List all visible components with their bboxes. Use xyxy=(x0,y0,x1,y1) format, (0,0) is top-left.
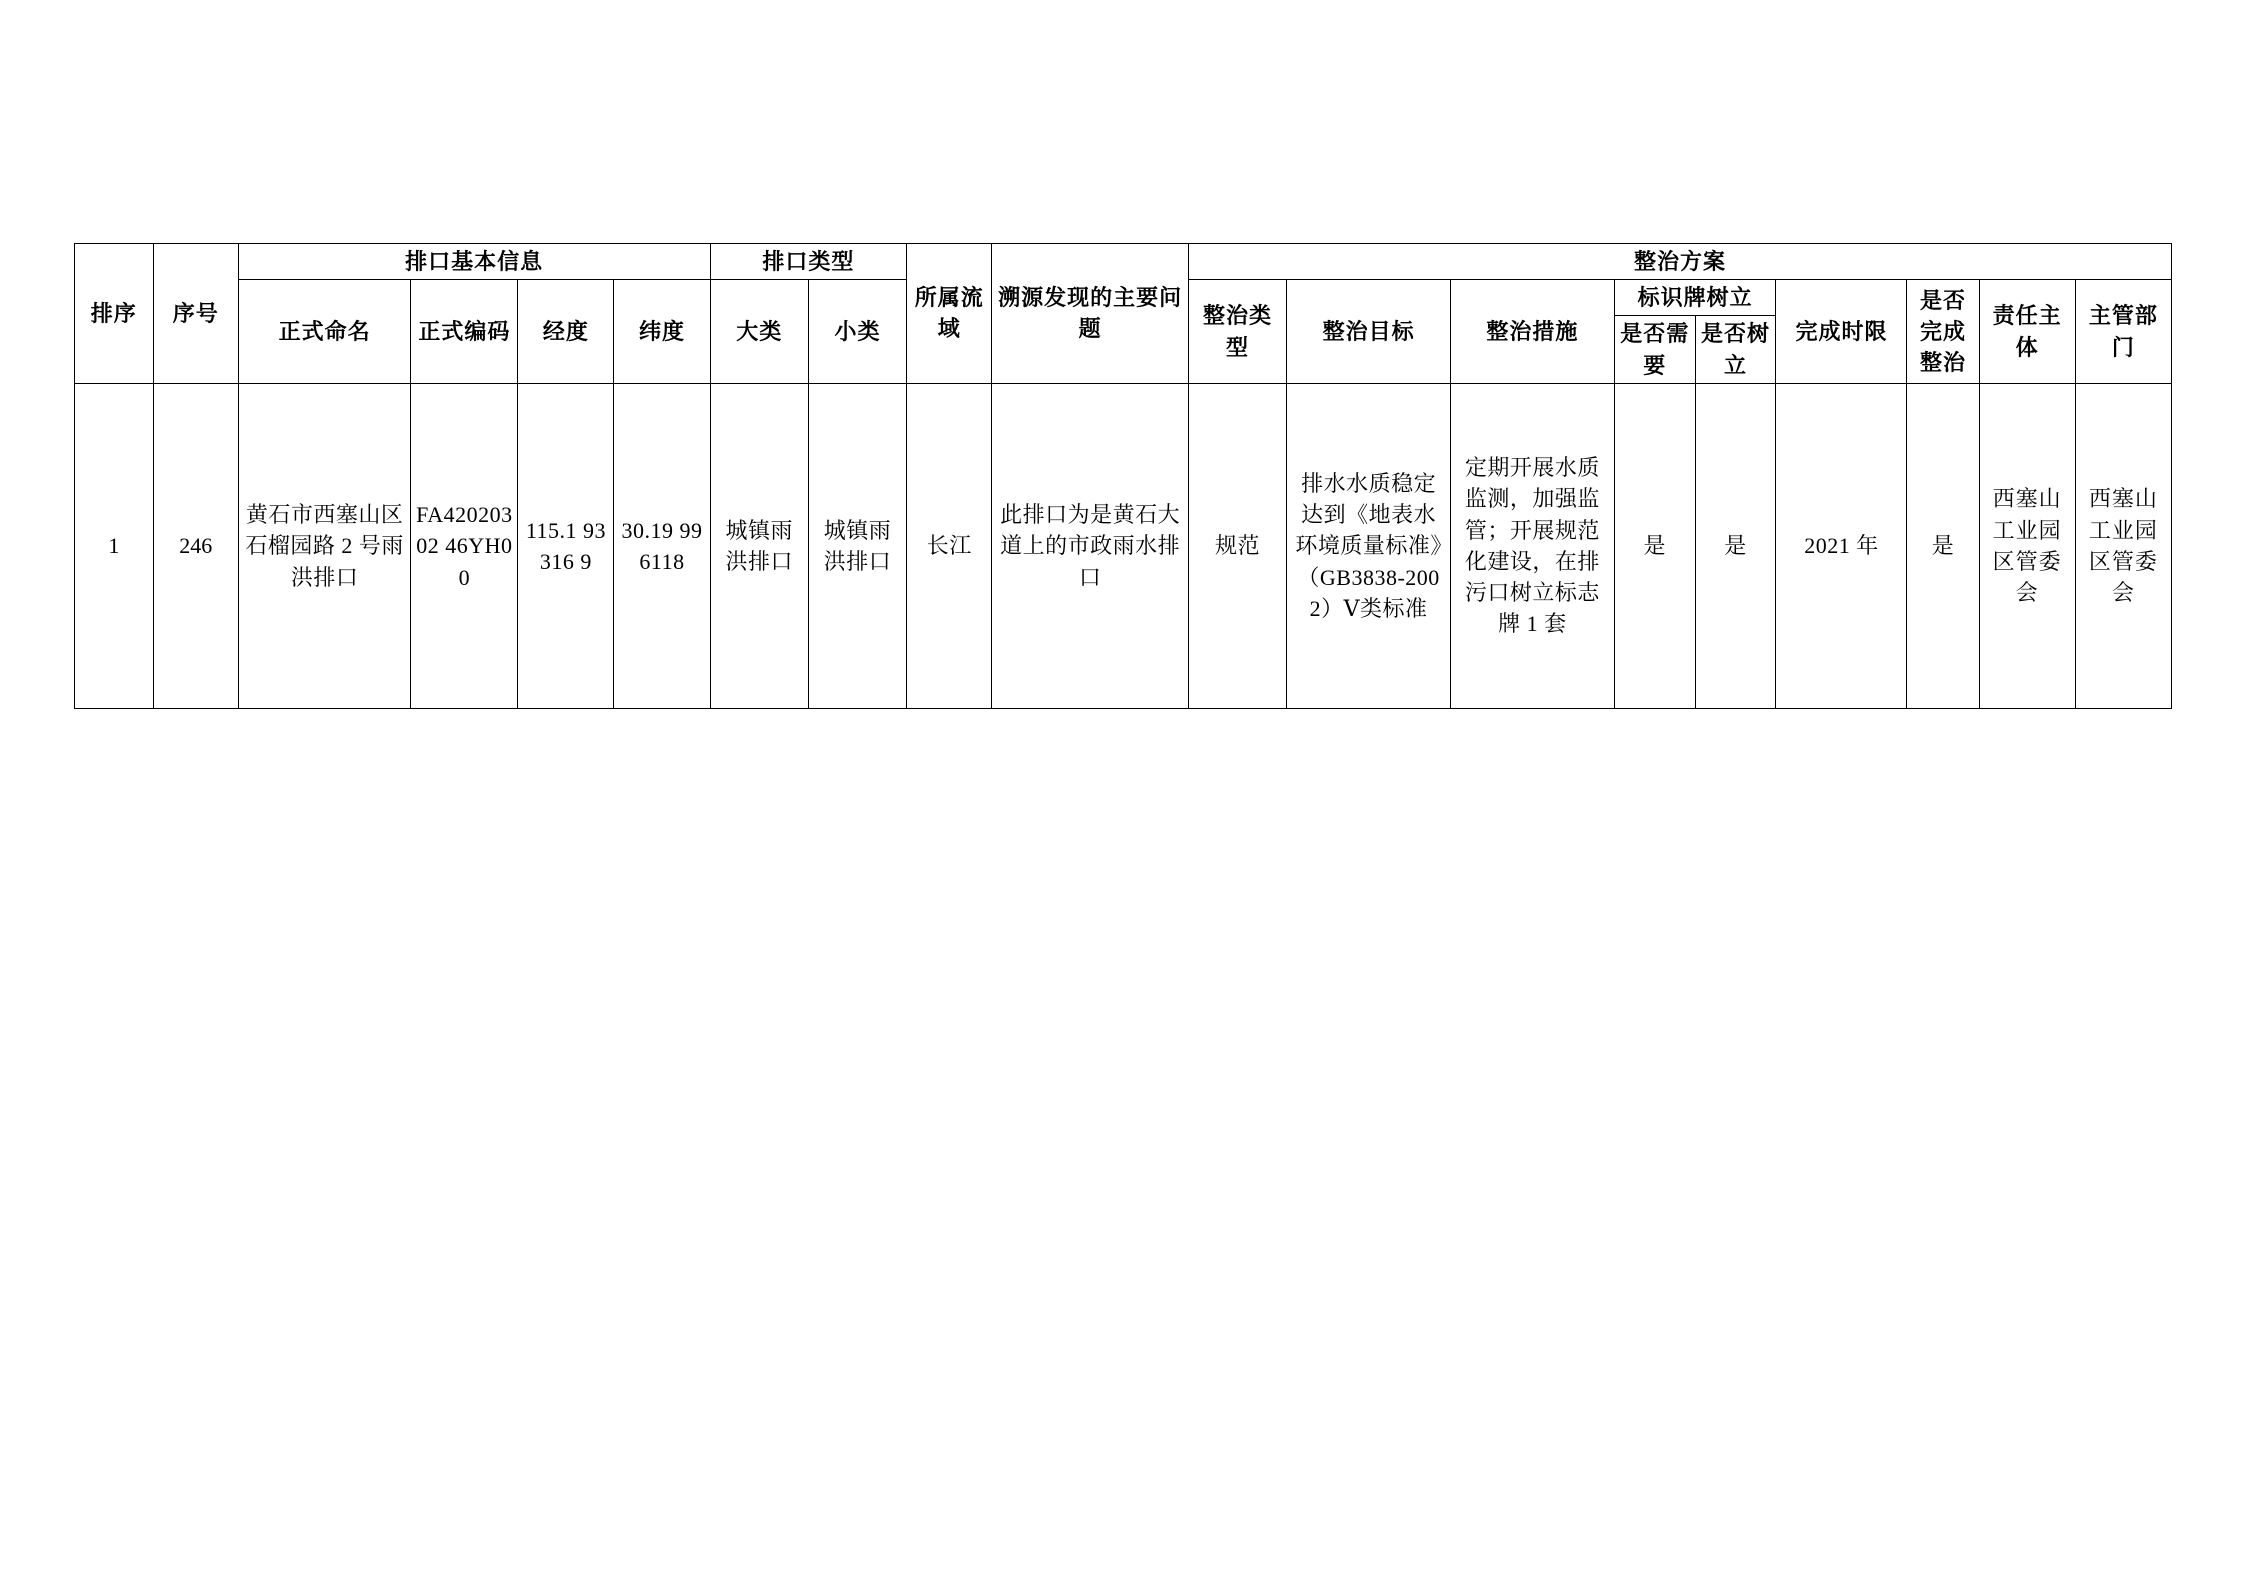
col-header-main-problem: 溯源发现的主要问题 xyxy=(992,244,1189,384)
cell-formal-code: FA42020302 46YH00 xyxy=(411,383,518,708)
col-header-finished: 是否完成整治 xyxy=(1907,280,1979,384)
header-row-groups xyxy=(75,244,2172,280)
col-header-minor-type: 小类 xyxy=(808,280,906,384)
cell-minor-type: 城镇雨洪排口 xyxy=(808,383,906,708)
group-header-basic-info: 排口基本信息 xyxy=(238,244,710,280)
col-header-supervisor: 主管部门 xyxy=(2075,280,2171,384)
cell-supervisor: 西塞山工业园区管委会 xyxy=(2075,383,2171,708)
col-header-longitude: 经度 xyxy=(518,280,614,384)
cell-order: 1 xyxy=(75,383,154,708)
cell-major-type: 城镇雨洪排口 xyxy=(710,383,808,708)
cell-finished: 是 xyxy=(1907,383,1979,708)
group-header-plan: 整治方案 xyxy=(1188,244,2171,280)
cell-treat-goal: 排水水质稳定达到《地表水环境质量标准》（GB3838-2002）Ⅴ类标准 xyxy=(1287,383,1451,708)
cell-basin: 长江 xyxy=(907,383,992,708)
cell-latitude: 30.19 996118 xyxy=(614,383,710,708)
col-header-order: 排序 xyxy=(75,244,154,384)
table-row xyxy=(75,383,2172,708)
col-header-sign-erected: 是否树立 xyxy=(1695,316,1776,383)
cell-need-sign: 是 xyxy=(1614,383,1695,708)
col-header-formal-code: 正式编码 xyxy=(411,280,518,384)
outlet-treatment-table xyxy=(74,243,2172,709)
group-header-outlet-type: 排口类型 xyxy=(710,244,907,280)
table-header xyxy=(75,244,2172,384)
col-header-basin: 所属流域 xyxy=(907,244,992,384)
cell-formal-name: 黄石市西塞山区石榴园路 2 号雨洪排口 xyxy=(238,383,411,708)
col-header-treat-goal: 整治目标 xyxy=(1287,280,1451,384)
table-container xyxy=(74,243,2172,709)
table-body xyxy=(75,383,2172,708)
cell-longitude: 115.1 93316 9 xyxy=(518,383,614,708)
col-header-serial: 序号 xyxy=(153,244,238,384)
cell-deadline: 2021 年 xyxy=(1776,383,1907,708)
col-header-major-type: 大类 xyxy=(710,280,808,384)
cell-treat-measure: 定期开展水质监测，加强监管；开展规范化建设，在排污口树立标志牌 1 套 xyxy=(1451,383,1615,708)
col-header-formal-name: 正式命名 xyxy=(238,280,411,384)
cell-serial: 246 xyxy=(153,383,238,708)
cell-main-problem: 此排口为是黄石大道上的市政雨水排口 xyxy=(992,383,1189,708)
col-header-deadline: 完成时限 xyxy=(1776,280,1907,384)
col-header-responsible: 责任主体 xyxy=(1979,280,2075,384)
col-header-latitude: 纬度 xyxy=(614,280,710,384)
col-header-treat-measure: 整治措施 xyxy=(1451,280,1615,384)
col-header-treat-type: 整治类型 xyxy=(1188,280,1286,384)
cell-sign-erected: 是 xyxy=(1695,383,1776,708)
group-header-sign-setup: 标识牌树立 xyxy=(1614,280,1776,316)
cell-responsible: 西塞山工业园区管委会 xyxy=(1979,383,2075,708)
cell-treat-type: 规范 xyxy=(1188,383,1286,708)
col-header-need-sign: 是否需要 xyxy=(1614,316,1695,383)
